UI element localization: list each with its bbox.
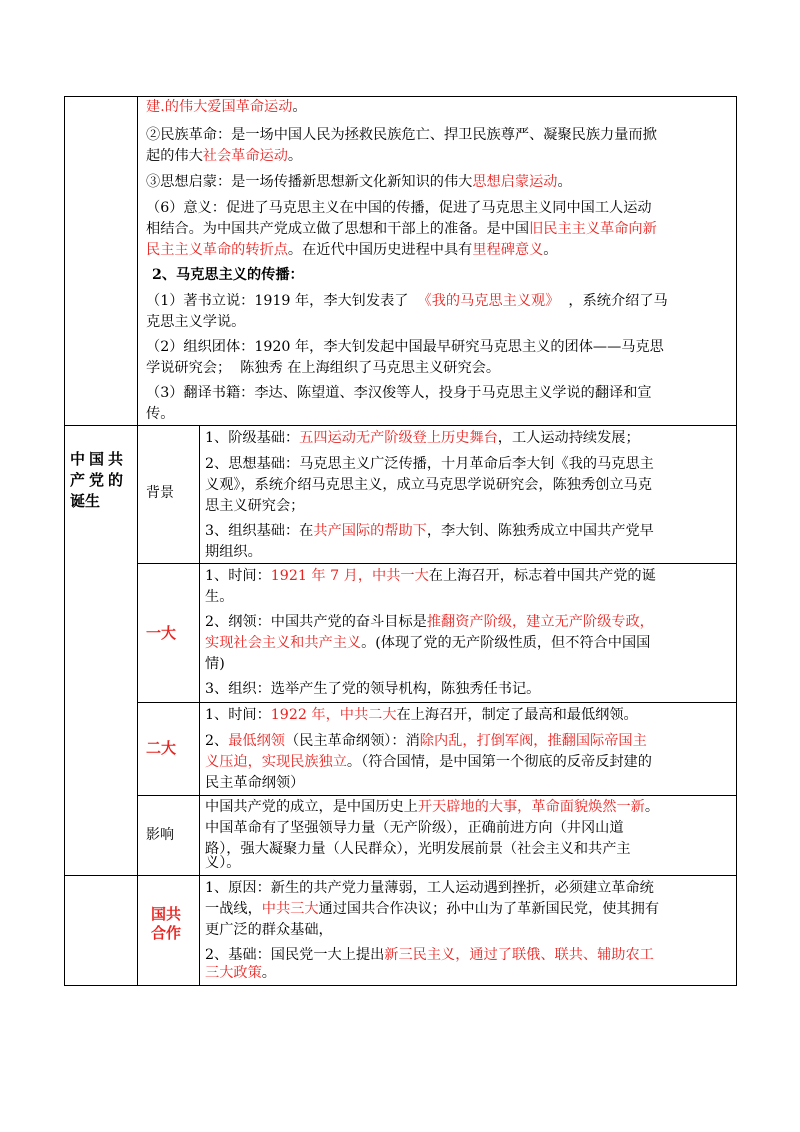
highlight-text: 三大政策 xyxy=(205,965,262,981)
book-title: 《我的马克思主义观》 xyxy=(417,293,560,309)
text-line: 思主义研究会； xyxy=(205,498,305,514)
highlight-text: 最低纲领 xyxy=(228,733,285,749)
text-line: 起的伟大社会革命运动。 xyxy=(146,148,303,164)
highlight-text: 共产国际的帮助下 xyxy=(313,523,427,539)
text-line: 生。 xyxy=(205,589,234,605)
table-divider-col1 xyxy=(137,96,138,985)
row-divider-birth xyxy=(64,425,737,426)
table-border-left xyxy=(64,96,65,985)
highlight-text: 民主主义革命的转折点 xyxy=(146,242,288,258)
highlight-text: 中共三大 xyxy=(261,901,319,917)
highlight-text: 1921 年 7 月，中共一大 xyxy=(270,568,429,584)
highlight-text: 五四运动无产阶级登上历史舞台 xyxy=(299,430,498,446)
text-line: 期组织。 xyxy=(205,544,262,560)
text-line: 民主革命纲领） xyxy=(205,775,305,791)
highlight-text: 1922 年，中共二大 xyxy=(270,707,397,723)
text-line: 1、时间：1922 年，中共二大在上海召开，制定了最高和最低纲领。 xyxy=(205,707,638,723)
text-line: 义压迫，实现民族独立。（符合国情，是中国第一个彻底的反帝反封建的 xyxy=(205,754,652,770)
text-line: 实现社会主义和共产主义。(体现了党的无产阶级性质，但不符合中国国 xyxy=(205,635,651,651)
text-line: 义观》，系统介绍马克思主义，成立马克思学说研究会，陈独秀创立马克 xyxy=(205,477,652,493)
text-line: ③思想启蒙：是一场传播新思想新文化新知识的伟大思想启蒙运动。 xyxy=(146,174,572,190)
text-line: 建.的伟大爱国革命运动。 xyxy=(146,99,307,115)
text-line: 路），强大凝聚力量（人民群众），光明发展前景（社会主义和共产主 xyxy=(205,841,631,857)
highlight-text: 开天辟地的大事，革命面貌焕然一新 xyxy=(417,799,645,815)
text-line: 3、组织：选举产生了党的领导机构，陈独秀任书记。 xyxy=(205,681,541,697)
text-line: （3）翻译书籍：李达、陈望道、李汉俊等人，投身于马克思主义学说的翻译和宣 xyxy=(146,385,652,401)
highlight-text: 旧民主主义革命向新 xyxy=(529,221,657,237)
row-label-second-congress: 二大 xyxy=(146,739,177,757)
text-line: 更广泛的群众基础， xyxy=(205,922,333,938)
section-heading: 2、马克思主义的传播： xyxy=(152,267,304,283)
row-divider-coop xyxy=(64,875,737,876)
highlight-text: 社会革命运动 xyxy=(202,148,288,164)
highlight-text: 义压迫，实现民族独立 xyxy=(205,754,347,770)
highlight-text: 除内乱，打倒军阀，推翻国际帝国主 xyxy=(419,733,647,749)
text-line: （2）组织团体：1920 年，李大钊发起中国最早研究马克思主义的团体——马克思 xyxy=(146,339,664,355)
highlight-text: 推翻资产阶级，建立无产阶级专政， xyxy=(426,614,654,630)
text-line: 中国共产党的成立，是中国历史上开天辟地的大事，革命面貌焕然一新。 xyxy=(205,799,660,815)
text-line: （1）著书立说：1919 年，李大钊发表了 《我的马克思主义观》 ，系统介绍了马 xyxy=(146,293,668,309)
row-divider-congress2 xyxy=(137,702,737,703)
table-border-right xyxy=(736,96,737,985)
row-divider-congress1 xyxy=(137,563,737,564)
section-title-birth: 中国共 产党的 诞生 xyxy=(70,450,128,510)
row-label-cooperation: 国共 合作 xyxy=(151,905,182,942)
highlight-text: 里程碑意义 xyxy=(472,242,544,258)
text-line: ②民族革命：是一场中国人民为拯救民族危亡、捍卫民族尊严、凝聚民族力量而掀 xyxy=(146,127,657,143)
highlight-text: 建.的伟大爱国革命运动 xyxy=(146,99,293,115)
highlight-text: 实现社会主义和共产主义 xyxy=(205,635,362,651)
table-border-bottom xyxy=(64,985,737,986)
row-label-influence: 影响 xyxy=(146,827,174,843)
text-line: 2、最低纲领（民主革命纲领）：消除内乱，打倒军阀，推翻国际帝国主 xyxy=(205,733,647,749)
text-line: 1、阶级基础：五四运动无产阶级登上历史舞台，工人运动持续发展； xyxy=(205,430,640,446)
highlight-text: 思想启蒙运动 xyxy=(472,174,558,190)
text-line: 一战线，中共三大通过国共合作决议；孙中山为了革新国民党，使其拥有 xyxy=(205,901,660,917)
text-line: 传。 xyxy=(146,406,175,422)
row-label-background: 背景 xyxy=(146,485,174,501)
text-line: 2、思想基础：马克思主义广泛传播，十月革命后李大钊《我的马克思主 xyxy=(205,456,654,472)
text-line: 民主主义革命的转折点。在近代中国历史进程中具有里程碑意义。 xyxy=(146,242,558,258)
text-line: 1、时间：1921 年 7 月，中共一大在上海召开，标志着中国共产党的诞 xyxy=(205,568,656,584)
text-line: 2、纲领：中国共产党的奋斗目标是推翻资产阶级，建立无产阶级专政， xyxy=(205,614,654,630)
text-line: 3、组织基础：在共产国际的帮助下，李大钊、陈独秀成立中国共产党早 xyxy=(205,523,654,539)
row-divider-influence xyxy=(137,795,737,796)
text-line: 义）。 xyxy=(205,855,241,871)
text-line: （6）意义：促进了马克思主义在中国的传播，促进了马克思主义同中国工人运动 xyxy=(146,200,652,216)
text-line: 三大政策。 xyxy=(205,965,276,981)
table-divider-col2 xyxy=(199,425,200,985)
highlight-text: 新三民主义，通过了联俄、联共、辅助农工 xyxy=(384,947,654,963)
text-line: 学说研究会； 陈独秀 在上海组织了马克思主义研究会。 xyxy=(146,360,501,376)
text-line: 1、原因：新生的共产党力量薄弱，工人运动遇到挫折，必须建立革命统 xyxy=(205,880,654,896)
row-label-first-congress: 一大 xyxy=(146,624,177,642)
text-line: 2、基础：国民党一大上提出新三民主义，通过了联俄、联共、辅助农工 xyxy=(205,947,654,963)
text-line: 情) xyxy=(205,656,225,672)
text-line: 相结合。为中国共产党成立做了思想和干部上的准备。是中国旧民主主义革命向新 xyxy=(146,221,657,237)
text-line: 中国革命有了坚强领导力量（无产阶级），正确前进方向（井冈山道 xyxy=(205,820,624,836)
text-line: 克思主义学说。 xyxy=(146,314,246,330)
